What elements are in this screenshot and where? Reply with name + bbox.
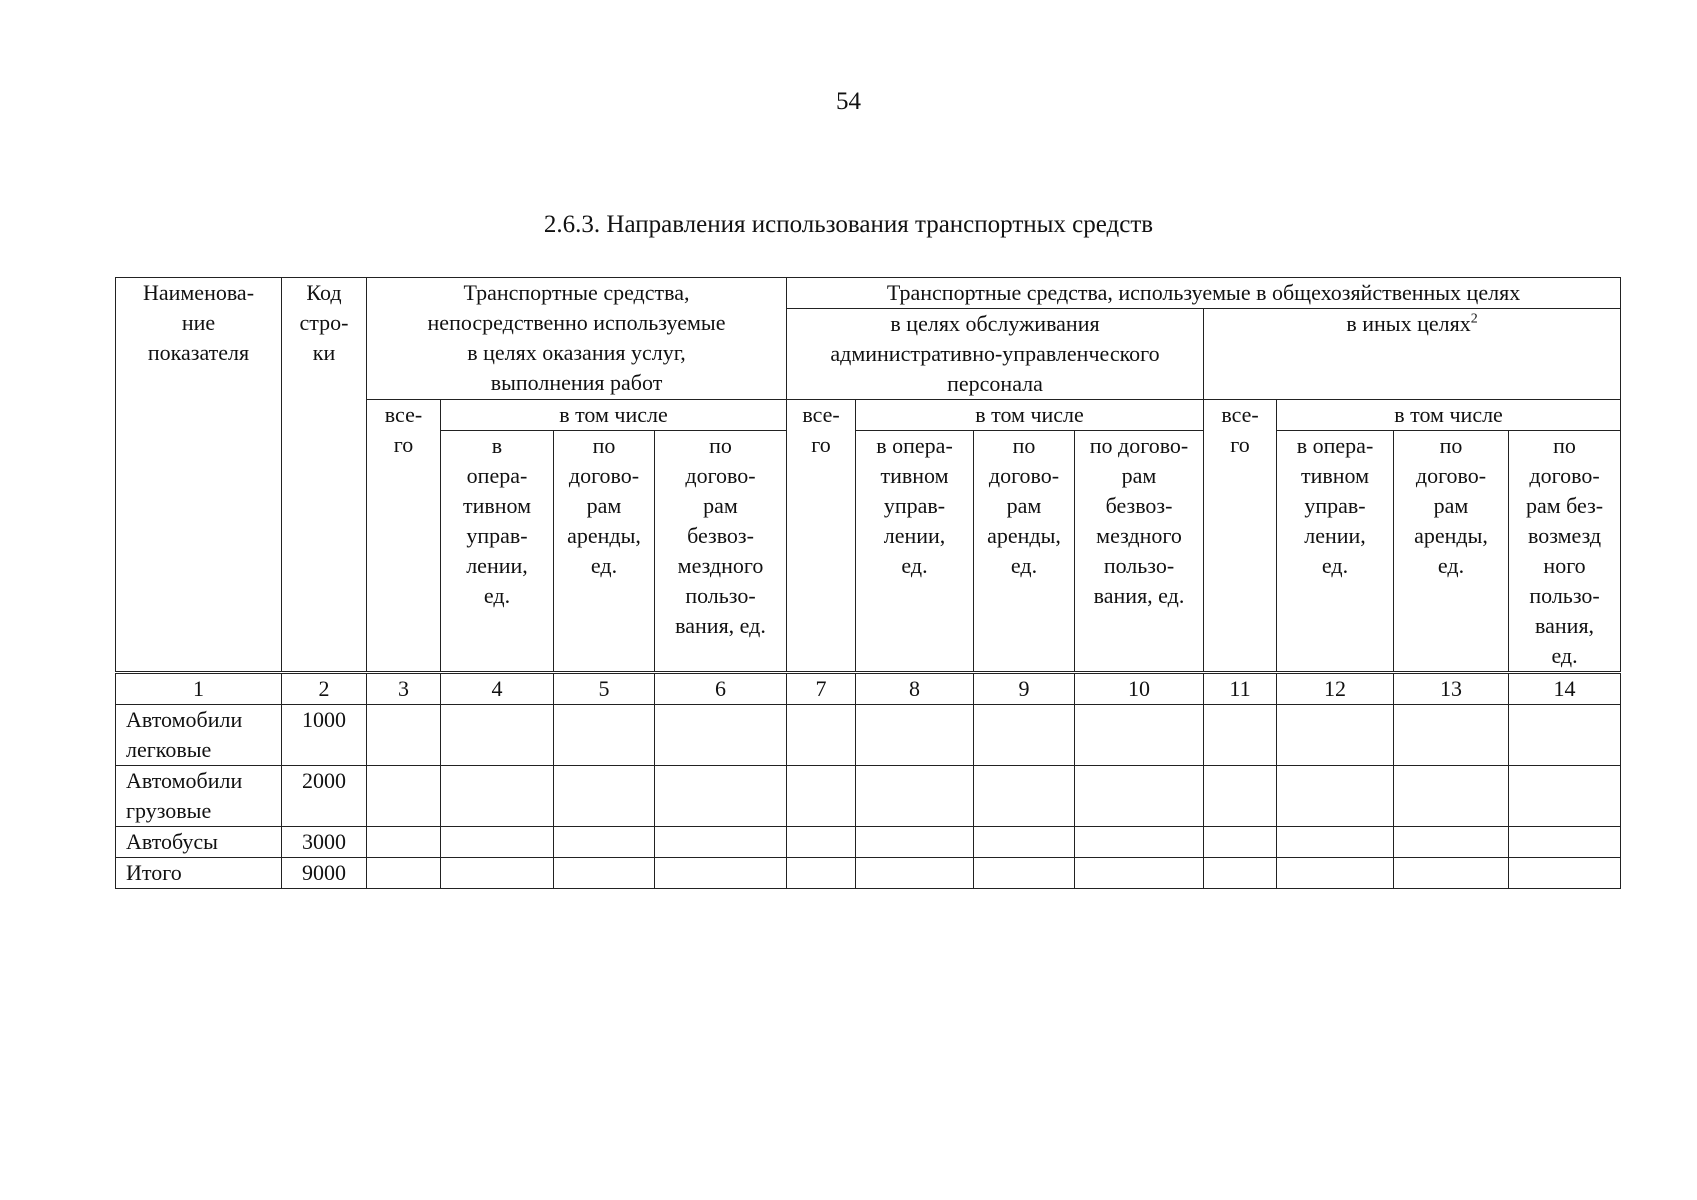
header-direct-total: все- го <box>367 400 441 673</box>
row-code: 1000 <box>282 705 367 766</box>
data-cell[interactable] <box>1204 766 1277 827</box>
header-general-use: Транспортные средства, используемые в общехозяйственных целях <box>787 278 1621 309</box>
transport-usage-table <box>115 277 1621 889</box>
header-row-code: Код стро- ки <box>282 278 367 673</box>
data-cell[interactable] <box>1277 858 1394 889</box>
data-cell[interactable] <box>856 827 974 858</box>
header-admin-total: все- го <box>787 400 856 673</box>
data-cell[interactable] <box>1277 827 1394 858</box>
data-cell[interactable] <box>1394 766 1509 827</box>
header-direct-including: в том числе <box>441 400 787 431</box>
data-cell[interactable] <box>856 705 974 766</box>
column-number: 6 <box>655 673 787 705</box>
data-cell[interactable] <box>655 705 787 766</box>
column-number: 4 <box>441 673 554 705</box>
column-number: 11 <box>1204 673 1277 705</box>
table-title: 2.6.3. Направления использования транспортных средств <box>543 211 1154 238</box>
page-number: 54 <box>836 88 861 115</box>
header-other-operative: в опера- тивном управ- лении, ед. <box>1277 431 1394 673</box>
footnote-marker: 2 <box>1470 311 1478 327</box>
header-other-free-use: по догово- рам без- возмезд ного пользо- вания, ед. <box>1509 431 1621 673</box>
header-direct-use: Транспортные средства, непосредственно используемые в целях оказания услуг, выполнения работ <box>367 278 787 400</box>
header-direct-lease: по догово- рам аренды, ед. <box>554 431 655 673</box>
data-cell[interactable] <box>1509 858 1621 889</box>
data-cell[interactable] <box>655 766 787 827</box>
header-admin-lease: по догово- рам аренды, ед. <box>974 431 1075 673</box>
column-number: 13 <box>1394 673 1509 705</box>
data-cell[interactable] <box>367 766 441 827</box>
data-cell[interactable] <box>554 827 655 858</box>
data-cell[interactable] <box>441 705 554 766</box>
column-number: 2 <box>282 673 367 705</box>
data-cell[interactable] <box>1277 766 1394 827</box>
data-cell[interactable] <box>655 858 787 889</box>
row-code: 3000 <box>282 827 367 858</box>
data-cell[interactable] <box>554 858 655 889</box>
data-cell[interactable] <box>367 858 441 889</box>
row-name: Автобусы <box>116 827 282 858</box>
table-row <box>116 827 1621 858</box>
header-indicator-name: Наименова- ние показателя <box>116 278 282 673</box>
row-name: Итого <box>116 858 282 889</box>
data-cell[interactable] <box>1277 705 1394 766</box>
column-number: 7 <box>787 673 856 705</box>
data-cell[interactable] <box>974 705 1075 766</box>
data-cell[interactable] <box>1075 827 1204 858</box>
data-cell[interactable] <box>554 705 655 766</box>
data-cell[interactable] <box>1509 705 1621 766</box>
column-number: 9 <box>974 673 1075 705</box>
data-cell[interactable] <box>1394 858 1509 889</box>
header-admin-free-use: по догово- рам безвоз- мездного пользо- вания, ед. <box>1075 431 1204 673</box>
data-cell[interactable] <box>1394 705 1509 766</box>
header-other-lease: по догово- рам аренды, ед. <box>1394 431 1509 673</box>
data-cell[interactable] <box>787 827 856 858</box>
data-cell[interactable] <box>856 766 974 827</box>
row-name: Автомобили грузовые <box>116 766 282 827</box>
data-cell[interactable] <box>1075 705 1204 766</box>
data-cell[interactable] <box>856 858 974 889</box>
data-cell[interactable] <box>787 858 856 889</box>
column-number: 10 <box>1075 673 1204 705</box>
column-number: 3 <box>367 673 441 705</box>
data-cell[interactable] <box>441 827 554 858</box>
header-admin-purposes: в целях обслуживания административно-управленческого персонала <box>787 309 1204 400</box>
data-cell[interactable] <box>1075 766 1204 827</box>
data-cell[interactable] <box>1394 827 1509 858</box>
table-row <box>116 766 1621 827</box>
header-other-including: в том числе <box>1277 400 1621 431</box>
table-row <box>116 705 1621 766</box>
header-admin-operative: в опера- тивном управ- лении, ед. <box>856 431 974 673</box>
data-cell[interactable] <box>554 766 655 827</box>
header-direct-operative: в опера- тивном управ- лении, ед. <box>441 431 554 673</box>
data-cell[interactable] <box>1075 858 1204 889</box>
row-code: 2000 <box>282 766 367 827</box>
data-cell[interactable] <box>974 827 1075 858</box>
header-other-purposes: в иных целях$^2$ <box>1204 309 1621 400</box>
column-number: 5 <box>554 673 655 705</box>
column-number: 12 <box>1277 673 1394 705</box>
row-name: Автомобили легковые <box>116 705 282 766</box>
table-row <box>116 858 1621 889</box>
data-cell[interactable] <box>974 766 1075 827</box>
header-admin-including: в том числе <box>856 400 1204 431</box>
data-cell[interactable] <box>655 827 787 858</box>
data-cell[interactable] <box>367 827 441 858</box>
data-cell[interactable] <box>1204 827 1277 858</box>
data-cell[interactable] <box>1509 766 1621 827</box>
column-number: 14 <box>1509 673 1621 705</box>
header-direct-free-use: по догово- рам безвоз- мездного пользо- вания, ед. <box>655 431 787 673</box>
data-cell[interactable] <box>1204 858 1277 889</box>
row-code: 9000 <box>282 858 367 889</box>
data-cell[interactable] <box>1204 705 1277 766</box>
column-number: 8 <box>856 673 974 705</box>
column-number-row <box>116 673 1621 705</box>
header-other-total: все- го <box>1204 400 1277 673</box>
data-cell[interactable] <box>367 705 441 766</box>
data-cell[interactable] <box>441 858 554 889</box>
data-cell[interactable] <box>787 766 856 827</box>
data-cell[interactable] <box>787 705 856 766</box>
column-number: 1 <box>116 673 282 705</box>
data-cell[interactable] <box>974 858 1075 889</box>
data-cell[interactable] <box>1509 827 1621 858</box>
data-cell[interactable] <box>441 766 554 827</box>
